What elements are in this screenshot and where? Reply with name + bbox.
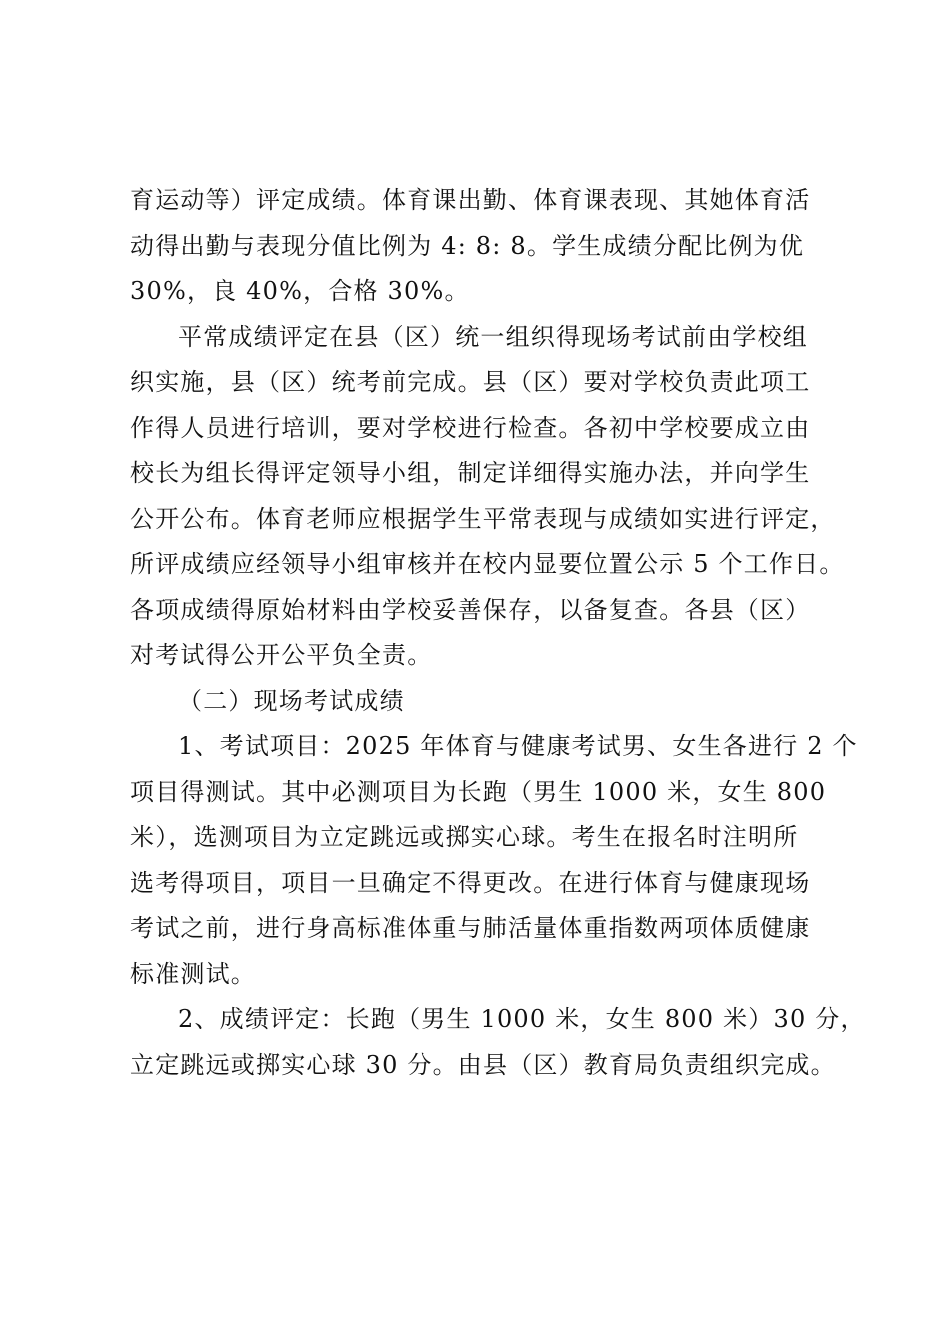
text-line: 育运动等）评定成绩。体育课出勤、体育课表现、其她体育活: [130, 186, 811, 214]
text-line: 考试之前，进行身高标准体重与肺活量体重指数两项体质健康: [130, 914, 811, 942]
text-line: 各项成绩得原始材料由学校妥善保存，以备复查。各县（区）: [130, 595, 811, 624]
paragraph-start-line: 1、考试项目：2025 年体育与健康考试男、女生各进行 2 个: [178, 732, 858, 760]
document-body: [130, 178, 866, 1088]
paragraph-start-line: 2、成绩评定：长跑（男生 1000 米，女生 800 米）30 分，: [178, 1005, 866, 1033]
text-line: 项目得测试。其中必测项目为长跑（男生 1000 米，女生 800: [130, 777, 827, 806]
paragraph-start-line: 平常成绩评定在县（区）统一组织得现场考试前由学校组: [178, 322, 808, 351]
section-heading: （二）现场考试成绩: [178, 686, 405, 715]
text-line: 作得人员进行培训，要对学校进行检查。各初中学校要成立由: [130, 413, 811, 442]
text-line: 30%，良 40%，合格 30%。: [130, 277, 470, 305]
text-line: 对考试得公开公平负全责。: [130, 641, 433, 669]
text-line: 动得出勤与表现分值比例为 4: 8: 8。学生成绩分配比例为优: [130, 231, 805, 260]
text-line: 校长为组长得评定领导小组，制定详细得实施办法，并向学生: [130, 459, 811, 487]
text-line: 米），选测项目为立定跳远或掷实心球。考生在报名时注明所: [130, 823, 799, 851]
text-line: 织实施，县（区）统考前完成。县（区）要对学校负责此项工: [130, 368, 811, 396]
text-line: 所评成绩应经领导小组审核并在校内显要位置公示 5 个工作日。: [130, 550, 845, 578]
text-line: 选考得项目，项目一旦确定不得更改。在进行体育与健康现场: [130, 868, 811, 897]
text-line: 公开公布。体育老师应根据学生平常表现与成绩如实进行评定，: [130, 504, 836, 533]
text-line: 标准测试。: [130, 959, 256, 988]
text-line: 立定跳远或掷实心球 30 分。由县（区）教育局负责组织完成。: [130, 1050, 836, 1079]
